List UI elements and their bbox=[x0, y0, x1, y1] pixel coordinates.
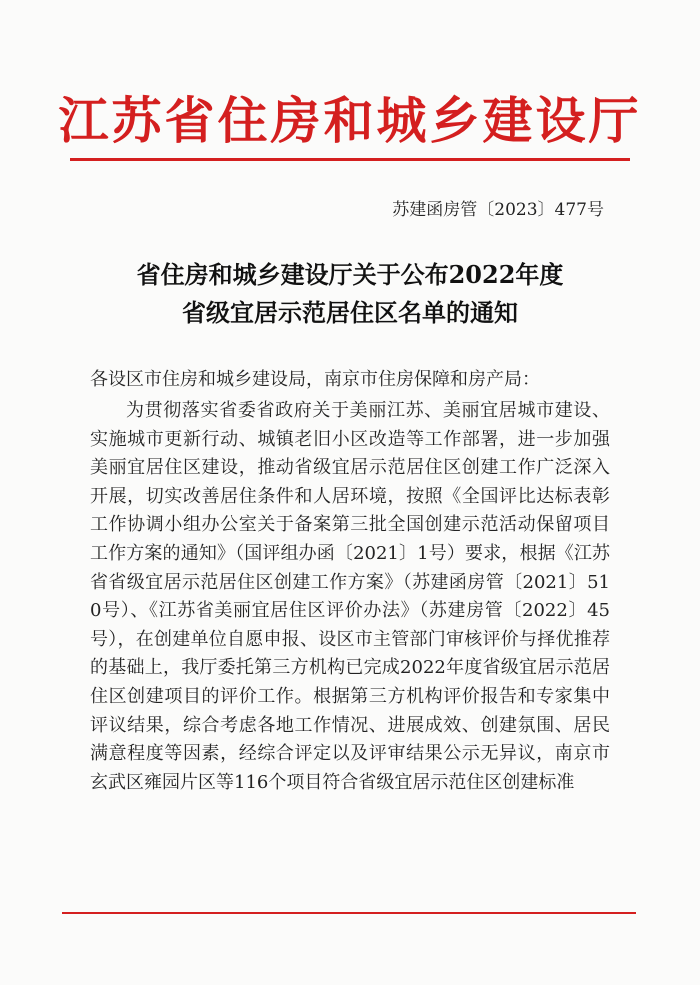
agency-header-title: 江苏省住房和城乡建设厅 bbox=[58, 92, 642, 150]
salutation: 各设区市住房和城乡建设局，南京市住房保障和房产局： bbox=[90, 369, 540, 390]
footer-red-divider bbox=[62, 912, 636, 914]
body-paragraph: 为贯彻落实省委省政府关于美丽江苏、美丽宜居城市建设、实施城市更新行动、城镇老旧小区改造等工作部署，进一步加强美丽宜居住区建设，推动省级宜居示范居住区创建工作广泛深入开展，切实改善居住条件和人居环境，按照《全国评比达标表彰工作协调小组办公室关于备案第三批全国创建示范活动保留项目工作方案的通知》（国评组办函〔2021〕1号）要求，根据《江苏省省级宜居示范居住区创建工作方案》（苏建函房管〔2021〕510号）、《江苏省美丽宜居住区评价办法》（苏建房管〔2022〕45号），在创建单位自愿申报、设区市主管部门审核评价与择优推荐的基础上，我厅委托第三方机构已完成2022年度省级宜居示范居住区创建项目的评价工作。根据第三方机构评价报告和专家集中评议结果，综合考虑各地工作情况、进展成效、创建氛围、居民满意程度等因素，经综合评定以及评审结果公示无异议，南京市玄武区雍园片区等116个项目符合省级宜居示范住区创建标准 bbox=[90, 400, 610, 793]
notice-title-line-1: 省住房和城乡建设厅关于公布2022年度 bbox=[136, 260, 564, 289]
notice-title-line-2: 省级宜居示范居住区名单的通知 bbox=[182, 298, 518, 327]
header-red-divider bbox=[70, 158, 630, 161]
document-number: 苏建函房管〔2023〕477号 bbox=[392, 200, 604, 220]
